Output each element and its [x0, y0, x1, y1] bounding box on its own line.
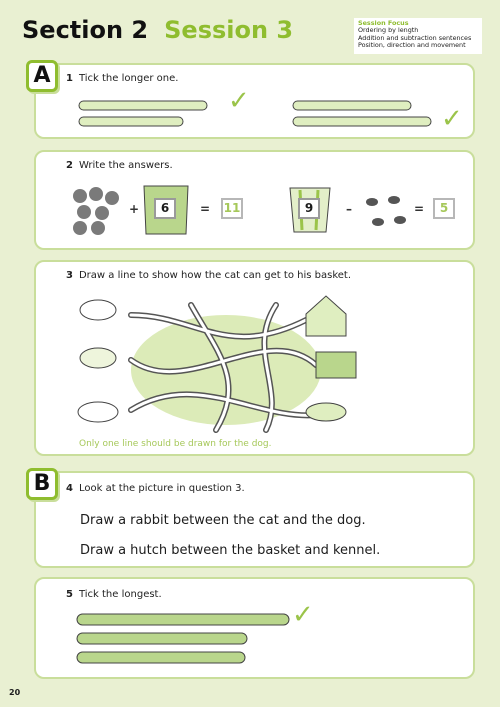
buttons-image	[70, 186, 122, 236]
focus-item: Addition and subtraction sentences	[358, 33, 472, 42]
question-text: Draw a line to show how the cat can get to his basket.	[78, 270, 352, 281]
tick-mark: ✓	[441, 104, 463, 134]
part-a-badge: A	[26, 60, 58, 92]
question-5-prompt	[66, 589, 162, 600]
part-b-badge: B	[26, 468, 58, 500]
question-4-prompt	[66, 483, 245, 494]
tick-mark: ✓	[292, 600, 314, 630]
plus-sign: +	[129, 202, 140, 216]
tick-mark: ✓	[228, 86, 250, 116]
equals-sign: =	[414, 202, 425, 216]
pot-count-box: 9	[298, 198, 320, 219]
question-text: Tick the longest.	[78, 589, 162, 600]
maze-note: Only one line should be drawn for the dog.	[79, 439, 272, 449]
question-text: Look at the picture in question 3.	[78, 483, 245, 494]
instruction-line: Draw a rabbit between the cat and the dog.	[80, 513, 366, 528]
question-number: 1	[66, 73, 73, 84]
question-number: 2	[66, 160, 73, 171]
question-number: 4	[66, 483, 73, 494]
question-text: Write the answers.	[78, 160, 173, 171]
focus-item: Position, direction and movement	[358, 40, 466, 49]
question-number: 3	[66, 270, 73, 281]
answer-box[interactable]: 5	[433, 198, 455, 219]
focus-item: Ordering by length	[358, 26, 419, 35]
worm-pair-right-image	[290, 96, 440, 132]
equals-sign: =	[200, 202, 211, 216]
worms-image	[74, 608, 304, 670]
section-title: Section 2	[22, 16, 149, 44]
answer-box[interactable]: 11	[221, 198, 243, 219]
bag-count-box: 6	[154, 198, 176, 219]
destinations-image	[300, 290, 360, 430]
session-focus-box	[354, 18, 482, 54]
sweets-image	[362, 190, 410, 234]
question-number: 5	[66, 589, 73, 600]
minus-sign: –	[346, 202, 352, 216]
worm-pair-left-image	[76, 96, 221, 132]
question-1-prompt	[66, 73, 178, 84]
question-2-prompt	[66, 160, 173, 171]
question-text: Tick the longer one.	[78, 73, 179, 84]
question-3-prompt	[66, 270, 351, 281]
session-title: Session 3	[164, 16, 294, 44]
page-number: 20	[9, 688, 21, 697]
page-title	[22, 16, 293, 44]
instruction-line: Draw a hutch between the basket and kennel.	[80, 543, 381, 558]
session-focus-title: Session Focus	[358, 19, 409, 27]
